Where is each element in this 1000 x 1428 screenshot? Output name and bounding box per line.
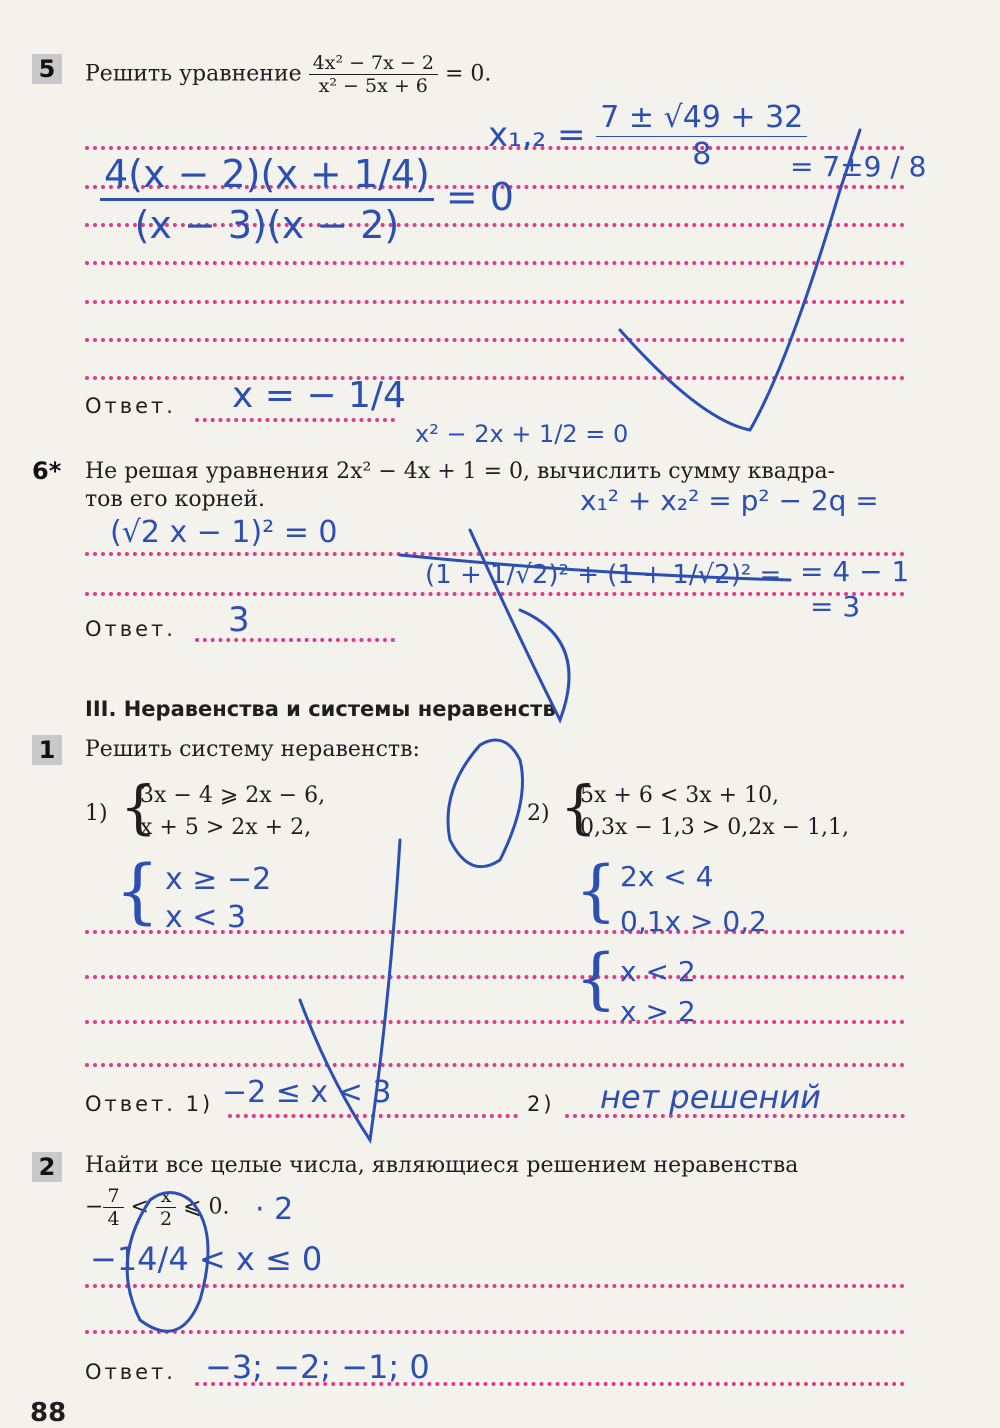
problem-6-number-badge: 6* bbox=[32, 457, 62, 485]
hw-stroke-cross-6 bbox=[400, 555, 790, 580]
handwritten-roots-result: = 7±9 / 8 bbox=[790, 150, 927, 183]
handwritten-answer-6: 3 bbox=[228, 600, 250, 640]
problem-5-text: Решить уравнение bbox=[85, 61, 302, 87]
ineq-lhs-den: 4 bbox=[107, 1208, 120, 1230]
ineq-tail: ⩽ 0. bbox=[183, 1194, 230, 1220]
hw-factor-tail: = 0 bbox=[445, 175, 514, 219]
handwritten-result-2: = 3 bbox=[810, 590, 861, 623]
problem-5-fraction-denominator: x² − 5x + 6 bbox=[318, 75, 428, 97]
hw-stroke-check-5 bbox=[620, 130, 860, 430]
handwritten-system2-c: x < 2 bbox=[620, 955, 696, 988]
handwritten-inequality: −14/4 < x ≤ 0 bbox=[90, 1240, 323, 1278]
hw-factor-numerator: 4(x − 2)(x + 1/4) bbox=[100, 150, 434, 201]
problem-1-text: Решить систему неравенств: bbox=[85, 737, 420, 762]
problem-1-part2-b: 0,3x − 1,3 > 0,2x − 1,1, bbox=[580, 815, 850, 840]
handwritten-system2-d: x > 2 bbox=[620, 995, 696, 1028]
problem-1-answer2-label: 2) bbox=[527, 1092, 555, 1116]
problem-2-line1: Найти все целые числа, являющиеся решением неравенства bbox=[85, 1153, 799, 1178]
handwritten-answer-1-2: нет решений bbox=[600, 1078, 821, 1116]
problem-1-part2-label: 2) bbox=[527, 801, 550, 826]
hw-stroke-loop-6 bbox=[470, 530, 569, 720]
handwritten-sum-of-squares: (1 + 1/√2)² + (1 + 1/√2)² = bbox=[425, 560, 782, 590]
problem-2-number-badge: 2 bbox=[32, 1152, 62, 1182]
ineq-rhs-num: x bbox=[156, 1185, 176, 1208]
handwritten-answer-1-1: −2 ≤ x < 3 bbox=[222, 1075, 392, 1110]
problem-1-part1-b: x + 5 > 2x + 2, bbox=[140, 815, 312, 840]
problem-5-fraction-numerator: 4x² − 7x − 2 bbox=[309, 52, 438, 75]
hw-stroke-check-1 bbox=[300, 840, 400, 1140]
handwritten-vieta: x₁² + x₂² = p² − 2q = bbox=[580, 484, 879, 517]
handwritten-answer-5: x = − 1/4 bbox=[232, 375, 406, 416]
problem-1-number-badge: 1 bbox=[32, 735, 62, 765]
handwritten-result-1: = 4 − 1 bbox=[800, 555, 910, 588]
section-title: III. Неравенства и системы неравенств bbox=[85, 697, 556, 721]
problem-5-tail: = 0. bbox=[444, 61, 492, 87]
system-brace: { bbox=[560, 773, 597, 841]
handwritten-system2-b: 0,1x > 0,2 bbox=[620, 905, 767, 938]
handwritten-system1-b: x < 3 bbox=[165, 900, 247, 935]
handwritten-square-form: (√2 x − 1)² = 0 bbox=[110, 515, 338, 550]
ineq-minus: − bbox=[85, 1194, 104, 1220]
problem-2-answer-label: Ответ. bbox=[85, 1360, 176, 1384]
handwritten-system2-a: 2x < 4 bbox=[620, 860, 714, 893]
ineq-less: < bbox=[130, 1194, 149, 1220]
problem-5-answer-label: Ответ. bbox=[85, 394, 176, 418]
problem-6-line1: Не решая уравнения 2x² − 4x + 1 = 0, вычислить сумму квадра- bbox=[85, 459, 836, 484]
page-number: 88 bbox=[30, 1398, 67, 1428]
handwritten-system1-a: x ≥ −2 bbox=[165, 862, 272, 897]
hw-roots-denominator: 8 bbox=[692, 137, 712, 172]
handwritten-answer-2: −3; −2; −1; 0 bbox=[205, 1348, 430, 1386]
ineq-rhs-den: 2 bbox=[159, 1208, 173, 1230]
handwritten-note: x² − 2x + 1/2 = 0 bbox=[415, 420, 629, 448]
ineq-lhs-num: 7 bbox=[103, 1185, 123, 1208]
system-brace: { bbox=[120, 773, 157, 841]
problem-1-part2-a: 5x + 6 < 3x + 10, bbox=[580, 783, 780, 808]
problem-6-answer-label: Ответ. bbox=[85, 617, 176, 641]
hw-roots-label: x₁,₂ = bbox=[488, 115, 586, 155]
hw-factor-denominator: (x − 3)(x − 2) bbox=[134, 203, 400, 247]
hw-roots-numerator: 7 ± √49 + 32 bbox=[596, 100, 807, 137]
problem-1-part1-label: 1) bbox=[85, 801, 108, 826]
hw-stroke-oval-1 bbox=[448, 740, 523, 867]
handwritten-multiply: · 2 bbox=[255, 1192, 294, 1227]
problem-1-answer-label: Ответ. 1) bbox=[85, 1092, 214, 1116]
problem-5-number-badge: 5 bbox=[32, 54, 62, 84]
hw-brace-2: { bbox=[575, 852, 617, 929]
hw-stroke-oval-2 bbox=[127, 1193, 208, 1332]
problem-1-part1-a: 3x − 4 ⩾ 2x − 6, bbox=[140, 783, 326, 808]
hw-brace-3: { bbox=[575, 940, 617, 1017]
problem-6-line2: тов его корней. bbox=[85, 487, 265, 512]
hw-brace-1: { bbox=[115, 850, 160, 932]
